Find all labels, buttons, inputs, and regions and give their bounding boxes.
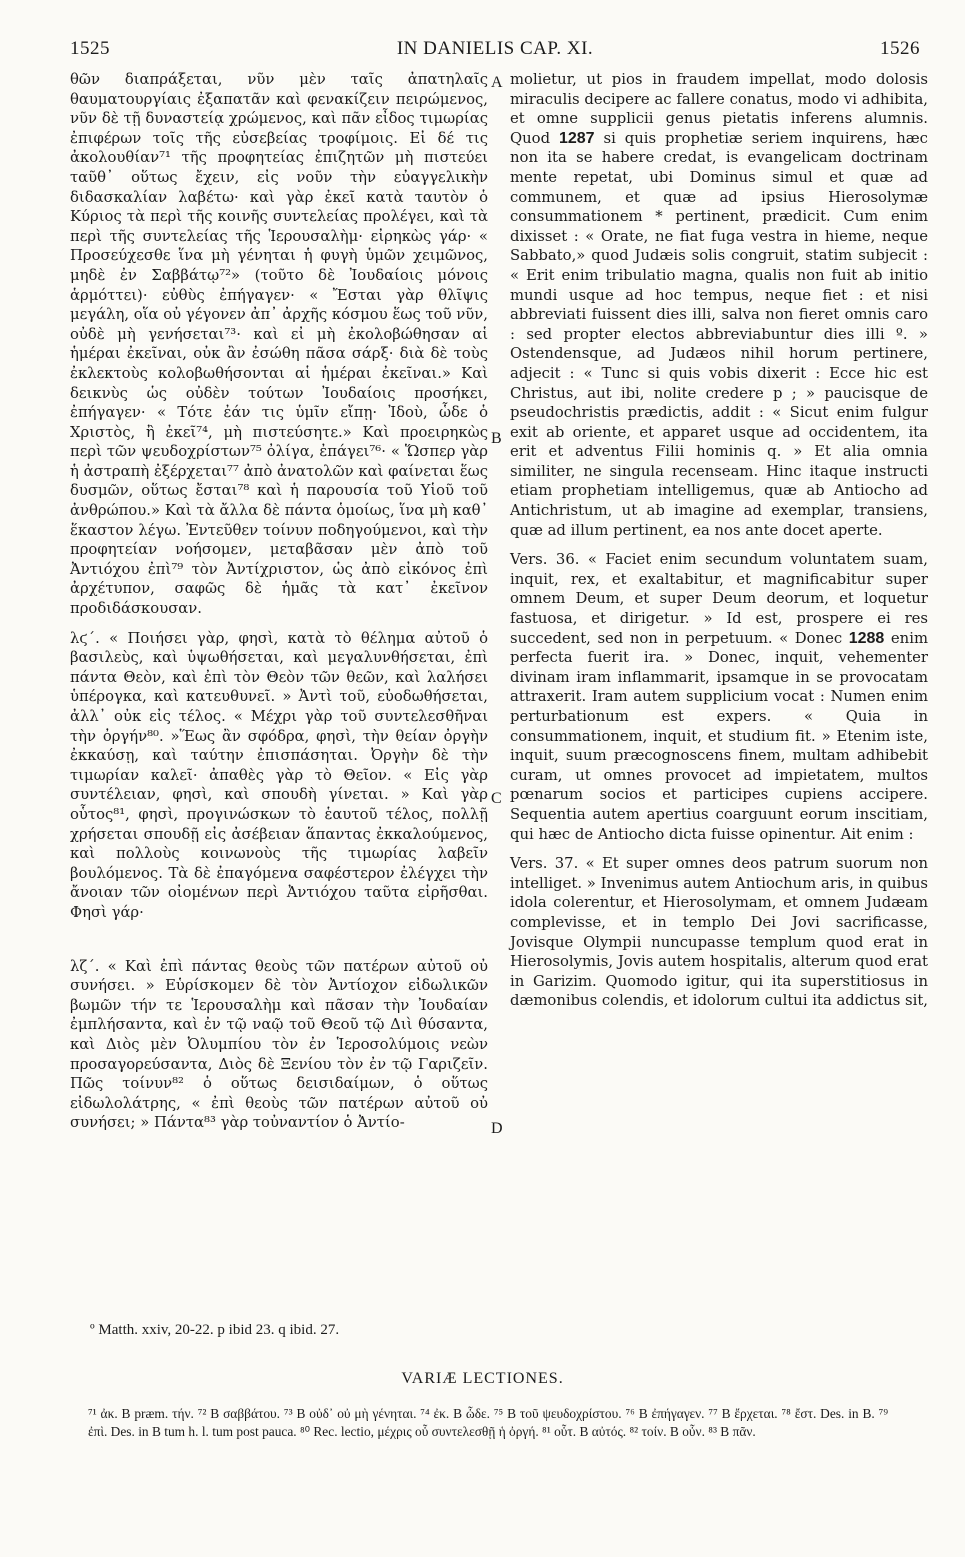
latin-column <box>510 70 928 1011</box>
column-number-1288: 1288 <box>848 629 885 647</box>
margin-letter-a: A <box>491 74 503 91</box>
text-columns <box>70 70 928 1160</box>
greek-paragraph-2: λϛ΄. « Ποιήσει γὰρ, φησὶ, κατὰ τὸ θέλημα αὐτοῦ ὁ βασιλεὺς, καὶ ὑψωθήσεται, καὶ μεγαλυνθήσεται, ἐπὶ πάντα Θεὸν, καὶ ἐπὶ τὸν Θεὸν τῶν θεῶν, καὶ λαλήσει ὑπέρογκα, καὶ κατευθυνεῖ. » Ἀντὶ τοῦ, εὐοδωθήσεται, ἀλλ᾿ οὐκ εἰς τέλος. « Μέχρι γὰρ τοῦ συντελεσθῆναι τὴν ὀργήν⁸⁰. »Ἕως ἂν σφόδρα, φησὶ, τὴν θείαν ὀργὴν ἐκκαύσῃ, καὶ ταύτην ἐπισπάσηται. Ὀργὴν δὲ τὴν τιμωρίαν καλεῖ· ἀπαθὲς γὰρ τὸ Θεῖον. « Εἰς γὰρ συντέλειαν, φησὶ, καὶ σπουδὴ γίνεται. » Καὶ γὰρ οὗτος⁸¹, φησὶ, προγινώσκων τὸ ἑαυτοῦ τέλος, πολλῇ χρήσεται σπουδῇ εἰς ἀσέβειαν ἅπαντας ἐκκαλούμενος, καὶ πολλοὺς κοινωνοὺς τῆς τιμωρίας λαβεῖν βουλόμενος. Τὰ δὲ ἐπαγόμενα σαφέστερον ἐλέγχει τὴν ἄνοιαν τῶν οἰομένων περὶ Ἀντιόχου ταῦτα εἰρῆσθαι. Φησὶ γάρ· <box>70 629 488 921</box>
greek-column <box>70 70 488 1133</box>
latin-paragraph-1: molietur, ut pios in fraudem impellat, modo dolosis miraculis decipere ac fallere conatus, modo vi adhibita, et omne supplicii genus pietatis inferens alumnis. Quod 1287 si quis prophetiæ seriem inquirens, hæc non ita se habere credat, is evangelicam doctrinam mente repetat, ubi Dominus simul et quæ ad communem, et quæ ad ipsius Hierosolymæ consummationem * pertinent, prædicit. Cum enim dixisset : « Orate, ne fiat fuga vestra in hieme, neque Sabbato,» quod Judæis solis congruit, statim subjecit : « Erit enim tribulatio magna, qualis non fuit ab initio mundi usque ad hoc tempus, neque fiet : et nisi abbreviati fuissent dies illi, salva non fieret omnis caro : sed propter electos abbreviabuntur dies illi º. » Ostendensque, ad Judæos nihil horum pertinere, adjecit : « Tunc si quis vobis dixerit : Ecce hic est Christus, aut ibi, nolite credere p ; » paucisque de pseudochristis prædictis, addit : « Sicut enim fulgur exit ab oriente, et apparet usque ad occidentem, ita erit et adventus Filii hominis q. » Et alia omnia similiter, ne singula recenseam. Hinc itaque instructi etiam prophetiam intelligemus, quæ ab Antiocho ad Antichristum, ut ab imagine ad exemplar, transiens, quæ ad illum pertinent, ea nos ante docet aperte. <box>510 71 928 539</box>
variae-lectiones-text: ⁷¹ ἀκ. B præm. τήν. ⁷² B σαββάτου. ⁷³ B οὐδ᾿ οὐ μὴ γένηται. ⁷⁴ ἐκ. B ὧδε. ⁷⁵ B τοῦ ψευδοχρίστου. ⁷⁶ B ἐπήγαγεν. ⁷⁷ B ἔρχεται. ⁷⁸ ἔστ. Des. in B. ⁷⁹ ἐπὶ. Des. in B tum h. l. tum post pauca. ⁸⁰ Rec. lectio, μέχρις οὗ συντελεσθῇ ἡ ὀργή. ⁸¹ οὗτ. B αὐτός. ⁸² τοίν. Β οὖν. ⁸³ B πᾶν. <box>88 1406 888 1439</box>
running-title: IN DANIELIS CAP. XI. <box>396 38 594 59</box>
latin-paragraph-2: Vers. 36. « Faciet enim secundum voluntatem suam, inquit, rex, et exaltabitur, et magnificabitur super omnem Deum, et super Deum deorum, et loquetur fastuosa, et dirigetur. » Id est, prospere ei res succedent, sed non in perpetuum. « Donec 1288 enim perfecta fuerit ira. » Donec, inquit, vehementer divinam iram inflammarit, ipsamque in se provocatam attraxerit. Iram autem supplicium vocat : Numen enim perturbationum est expers. « Quia in consummationem, inquit, et studium fit. » Etenim iste, inquit, suum præcognoscens finem, multam adhibebit curam, ut omnes provocet ad impietatem, multos pœnarum socios et participes cupiens accipere. Sequentia autem apertius coarguunt eorum inscitiam, qui hæc de Antiocho dicta fuisse opinentur. Ait enim : <box>510 551 928 843</box>
left-page-number: 1525 <box>70 38 110 59</box>
greek-paragraph-3: λζ΄. « Καὶ ἐπὶ πάντας θεοὺς τῶν πατέρων αὐτοῦ οὐ συνήσει. » Εὑρίσκομεν δὲ τὸν Ἀντίοχον εἰδωλικῶν βωμῶν τήν τε Ἱερουσαλὴμ καὶ πᾶσαν τὴν Ἰουδαίαν ἐμπλήσαντα, καὶ ἐν τῷ ναῷ τοῦ Θεοῦ τῷ Διὶ θύσαντα, καὶ Διὸς μὲν Ὀλυμπίου τὸν ἐν Ἱεροσολύμοις νεὼν προσαγορεύσαντα, Διὸς δὲ Ξενίου τὸν ἐν τῷ Γαριζεῖν. Πῶς τοίνυν⁸² ὁ οὕτως δεισιδαίμων, ὁ οὕτως εἰδωλολάτρης, « ἐπὶ θεοὺς τῶν πατέρων αὐτοῦ οὐ συνήσει; » Πάντα⁸³ γὰρ τοὐναντίον ὁ Ἀντίο- <box>70 957 488 1132</box>
latin-paragraph-3: Vers. 37. « Et super omnes deos patrum suorum non intelliget. » Invenimus autem Antiochum aris, in quibus idola colerentur, et Hierosolymam, et omnem Judæam complevisse, et in templo Dei Jovi sacrificasse, Jovisque Olympii nuncupasse templum quod erat in Hierosolymis, Jovis autem hospitalis, alterum quod erat in Garizim. Quomodo igitur, qui ita superstitiosus in dæmonibus colendis, et idolorum cultui ita addictus sit, <box>510 855 928 1010</box>
right-page-number: 1526 <box>880 38 920 59</box>
running-header <box>70 38 920 64</box>
margin-letter-c: C <box>491 790 502 807</box>
margin-letter-d: D <box>491 1120 503 1137</box>
margin-letter-b: B <box>491 430 502 447</box>
greek-paragraph-1: θῶν διαπράξεται, νῦν μὲν ταῖς ἀπατηλαῖς θαυματουργίαις ἐξαπατᾶν καὶ φενακίζειν πειρώμενος, νῦν δὲ τῇ δυναστείᾳ χρώμενος, καὶ πᾶν εἶδος τιμωρίας ἐπιφέρων τοῖς τῆς εὐσεβείας τροφίμοις. Εἰ δέ τις ἀκολουθίαν⁷¹ τῆς προφητείας ἐπιζητῶν μὴ πιστεύει ταῦθ᾿ οὕτως ἔχειν, εἰς νοῦν τὴν εὐαγγελικὴν διδασκαλίαν λαβέτω· καὶ γὰρ ἐκεῖ κατὰ ταυτὸν ὁ Κύριος τὰ περὶ τῆς κοινῆς συντελείας προλέγει, καὶ τὰ περὶ τῆς συντελείας τῆς Ἱερουσαλὴμ· εἰρηκὼς γάρ· « Προσεύχεσθε ἵνα μὴ γένηται ἡ φυγὴ ὑμῶν χειμῶνος, μηδὲ ἐν Σαββάτῳ⁷²» (τοῦτο δὲ Ἰουδαίοις μόνοις ἁρμόττει)· εὐθὺς ἐπήγαγεν· « Ἔσται γὰρ θλῖψις μεγάλη, οἵα οὐ γέγονεν ἀπ᾿ ἀρχῆς κόσμου ἕως τοῦ νῦν, οὐδὲ μὴ γενήσεται⁷³· καὶ εἰ μὴ ἐκολοβώθησαν αἱ ἡμέραι ἐκεῖναι, οὐκ ἂν ἐσώθη πᾶσα σάρξ· διὰ δὲ τοὺς ἐκλεκτοὺς κολοβωθήσονται αἱ ἡμέραι ἐκεῖναι.» Καὶ δεικνὺς ὡς οὐδὲν τούτων Ἰουδαίοις προσήκει, ἐπήγαγεν· « Τότε ἐάν τις ὑμῖν εἴπῃ· Ἰδοὺ, ὧδε ὁ Χριστὸς, ἢ ἐκεῖ⁷⁴, μὴ πιστεύσητε.» Καὶ προειρηκὼς περὶ τῶν ψευδοχρίστων⁷⁵ ὀλίγα, ἐπάγει⁷⁶· « Ὥσπερ γὰρ ἡ ἀστραπὴ ἐξέρχεται⁷⁷ ἀπὸ ἀνατολῶν καὶ φαίνεται ἕως δυσμῶν, οὕτως ἔσται⁷⁸ καὶ ἡ παρουσία τοῦ Υἱοῦ τοῦ ἀνθρώπου.» Καὶ τὰ ἄλλα δὲ πάντα ὁμοίως, ἵνα μὴ καθ᾿ ἕκαστον λέγω. Ἐντεῦθεν τοίνυν ποδηγούμενοι, καὶ τὴν προφητείαν νοήσομεν, μεταβᾶσαν μὲν ἀπὸ τοῦ Ἀντιόχου ἐπὶ⁷⁹ τὸν Ἀντίχριστον, ὡς ἀπὸ εἰκόνος ἐπὶ ἀρχέτυπον, σαφῶς δὲ ἡμᾶς τὰ κατ᾿ ἐκεῖνον προδιδάσκουσαν. <box>70 71 488 618</box>
variae-lectiones-title: VARIÆ LECTIONES. <box>401 1370 564 1387</box>
footnotes: º Matth. xxiv, 20-22. p ibid 23. q ibid. 27. <box>90 1322 340 1338</box>
column-number-1287: 1287 <box>558 129 595 147</box>
